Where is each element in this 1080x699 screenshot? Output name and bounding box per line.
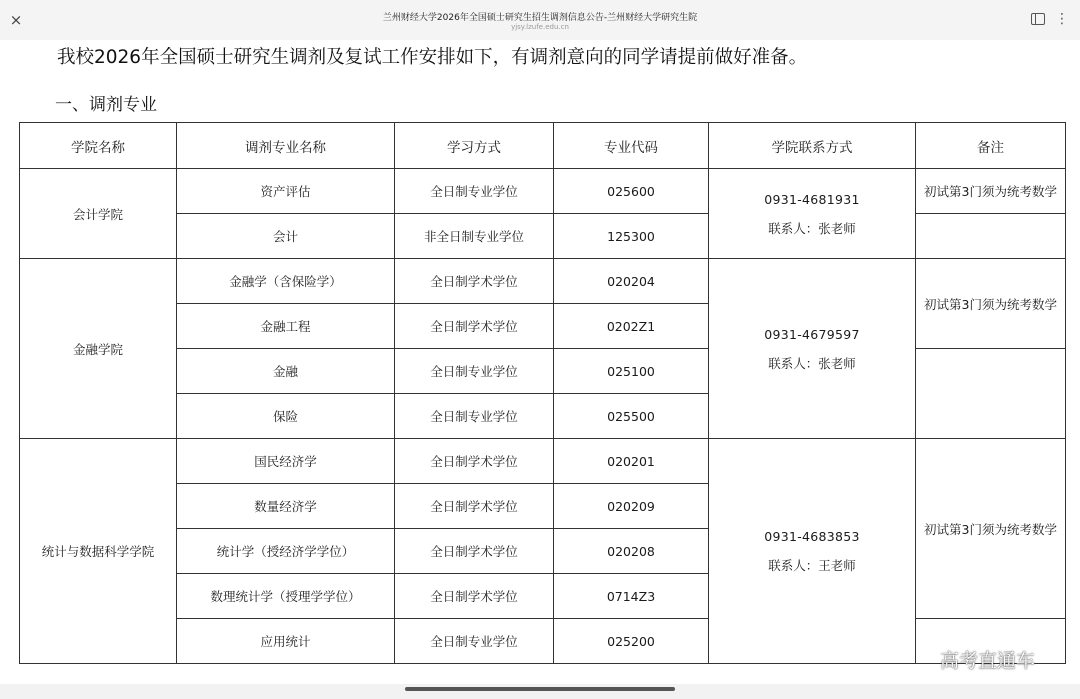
study-mode: 全日制专业学位	[395, 169, 554, 214]
college-contact	[709, 259, 916, 439]
major-code: 020209	[554, 484, 709, 529]
major-code: 125300	[554, 214, 709, 259]
major-code: 025100	[554, 349, 709, 394]
note-cell	[916, 349, 1066, 439]
college-name: 统计与数据科学学院	[20, 439, 177, 664]
transfer-majors-table	[19, 122, 1066, 664]
note-cell: 初试第3门须为统考数学	[916, 259, 1066, 349]
major-name: 应用统计	[177, 619, 395, 664]
home-indicator[interactable]	[405, 687, 675, 691]
major-name: 金融工程	[177, 304, 395, 349]
major-code: 020201	[554, 439, 709, 484]
table-header-row	[20, 123, 1066, 169]
header-college: 学院名称	[20, 123, 177, 169]
college-name: 金融学院	[20, 259, 177, 439]
sidebar-icon[interactable]	[1031, 13, 1045, 25]
more-icon[interactable]: ⋮	[1055, 11, 1070, 27]
major-name: 数量经济学	[177, 484, 395, 529]
section-heading: 一、调剂专业	[55, 95, 157, 115]
major-code: 020208	[554, 529, 709, 574]
major-name: 资产评估	[177, 169, 395, 214]
study-mode: 全日制专业学位	[395, 619, 554, 664]
major-name: 会计	[177, 214, 395, 259]
college-name: 会计学院	[20, 169, 177, 259]
note-cell: 初试第3门须为统考数学	[916, 439, 1066, 619]
browser-toolbar	[0, 0, 1080, 40]
intro-paragraph: 我校2026年全国硕士研究生调剂及复试工作安排如下，有调剂意向的同学请提前做好准备。	[57, 47, 808, 68]
page-url: yjsy.lzufe.edu.cn	[511, 23, 569, 31]
major-code: 025600	[554, 169, 709, 214]
major-code: 025500	[554, 394, 709, 439]
study-mode: 全日制学术学位	[395, 439, 554, 484]
major-name: 数理统计学（授理学学位）	[177, 574, 395, 619]
study-mode: 非全日制专业学位	[395, 214, 554, 259]
major-name: 金融学（含保险学）	[177, 259, 395, 304]
header-notes: 备注	[916, 123, 1066, 169]
major-name: 统计学（授经济学学位）	[177, 529, 395, 574]
study-mode: 全日制学术学位	[395, 574, 554, 619]
study-mode: 全日制专业学位	[395, 394, 554, 439]
header-contact: 学院联系方式	[709, 123, 916, 169]
contact-phone: 0931-4681931	[764, 191, 860, 207]
major-name: 金融	[177, 349, 395, 394]
major-code: 0202Z1	[554, 304, 709, 349]
contact-person: 联系人：张老师	[768, 355, 856, 371]
study-mode: 全日制学术学位	[395, 304, 554, 349]
study-mode: 全日制学术学位	[395, 484, 554, 529]
table-row	[20, 169, 1066, 214]
header-code: 专业代码	[554, 123, 709, 169]
contact-person: 联系人：张老师	[768, 220, 856, 236]
study-mode: 全日制学术学位	[395, 529, 554, 574]
contact-phone: 0931-4683853	[764, 529, 860, 544]
major-code: 0714Z3	[554, 574, 709, 619]
major-name: 保险	[177, 394, 395, 439]
table-row	[20, 259, 1066, 304]
college-contact	[709, 169, 916, 259]
page-title: 兰州财经大学2026年全国硕士研究生招生调剂信息公告-兰州财经大学研究生院	[382, 13, 698, 23]
study-mode: 全日制学术学位	[395, 259, 554, 304]
major-name: 国民经济学	[177, 439, 395, 484]
close-icon[interactable]: ×	[9, 11, 23, 29]
major-code: 020204	[554, 259, 709, 304]
contact-person: 联系人：王老师	[768, 558, 856, 573]
contact-phone: 0931-4679597	[764, 326, 860, 342]
college-contact	[709, 439, 916, 664]
note-cell	[916, 214, 1066, 259]
watermark-text: 高考直通车	[940, 650, 1036, 672]
major-code: 025200	[554, 619, 709, 664]
study-mode: 全日制专业学位	[395, 349, 554, 394]
header-major: 调剂专业名称	[177, 123, 395, 169]
header-mode: 学习方式	[395, 123, 554, 169]
table-row	[20, 439, 1066, 484]
note-cell: 初试第3门须为统考数学	[916, 169, 1066, 214]
